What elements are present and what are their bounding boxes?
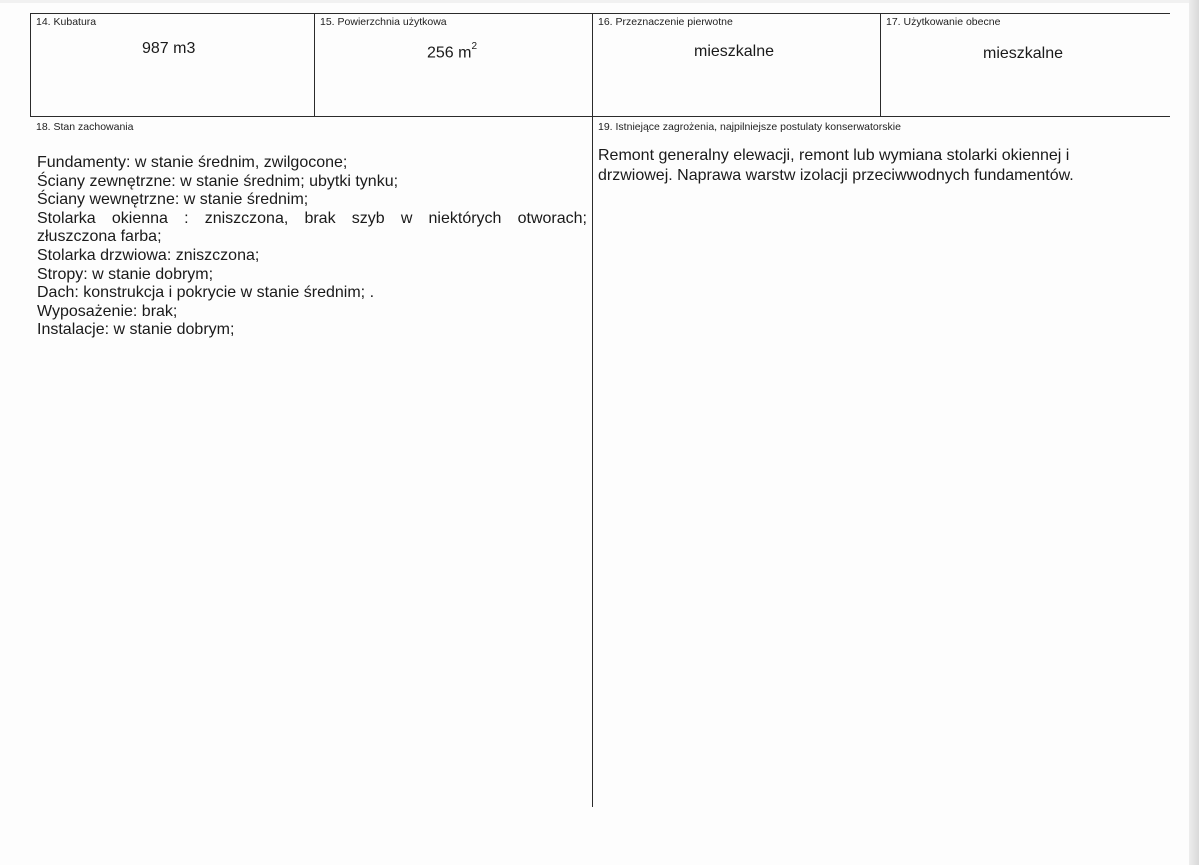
row-divider-line [30, 116, 1170, 117]
powierzchnia-number: 256 m [427, 44, 472, 62]
przeznaczenie-value: mieszkalne [694, 43, 775, 60]
uzytkowanie-label: 17. Użytkowanie obecne [886, 16, 1001, 28]
powierzchnia-unit-exponent: 2 [471, 41, 478, 52]
stan-line: Stolarka drzwiowa: zniszczona; [37, 246, 260, 264]
card-right-edge [1189, 0, 1199, 865]
uzytkowanie-value: mieszkalne [983, 45, 1064, 62]
stan-zachowania-label: 18. Stan zachowania [36, 121, 134, 133]
stan-line: Instalacje: w stanie dobrym; [37, 321, 235, 339]
card-top-edge [0, 0, 1199, 3]
stan-line: Ściany zewnętrzne: w stanie średnim; ubytki tynku; [37, 172, 399, 190]
zagrozenia-label: 19. Istniejące zagrożenia, najpilniejsze postulaty konserwatorskie [598, 121, 901, 133]
stan-line: Ściany wewnętrzne: w stanie średnim; [37, 191, 309, 209]
stan-line: Stropy: w stanie dobrym; [37, 265, 214, 283]
stan-line: Fundamenty: w stanie średnim, zwilgocone; [37, 154, 348, 171]
kubatura-value: 987 m3 [142, 40, 196, 57]
stan-line: złuszczona farba; [37, 228, 162, 246]
kubatura-label: 14. Kubatura [36, 16, 97, 28]
zagrozenia-text: Remont generalny elewacji, remont lub wymiana stolarki okiennej i drzwiowej. Naprawa warstw izolacji przeciwwodnych fundamentów. [598, 147, 1074, 184]
stan-line: Dach: konstrukcja i pokrycie w stanie średnim; . [37, 284, 375, 302]
stan-line: Stolarka okienna : zniszczona, brak szyb w niektórych otworach; [37, 209, 587, 227]
col-divider-3 [880, 13, 881, 117]
powierzchnia-label: 15. Powierzchnia użytkowa [320, 16, 447, 28]
left-border-line [30, 13, 31, 117]
przeznaczenie-label: 16. Przeznaczenie pierwotne [598, 16, 733, 28]
stan-line: Wyposażenie: brak; [37, 302, 178, 320]
stan-zachowania-text [37, 154, 587, 340]
powierzchnia-value [427, 43, 477, 62]
col-divider-main [592, 13, 593, 807]
top-border-line [30, 13, 1170, 14]
col-divider-1 [314, 13, 315, 117]
